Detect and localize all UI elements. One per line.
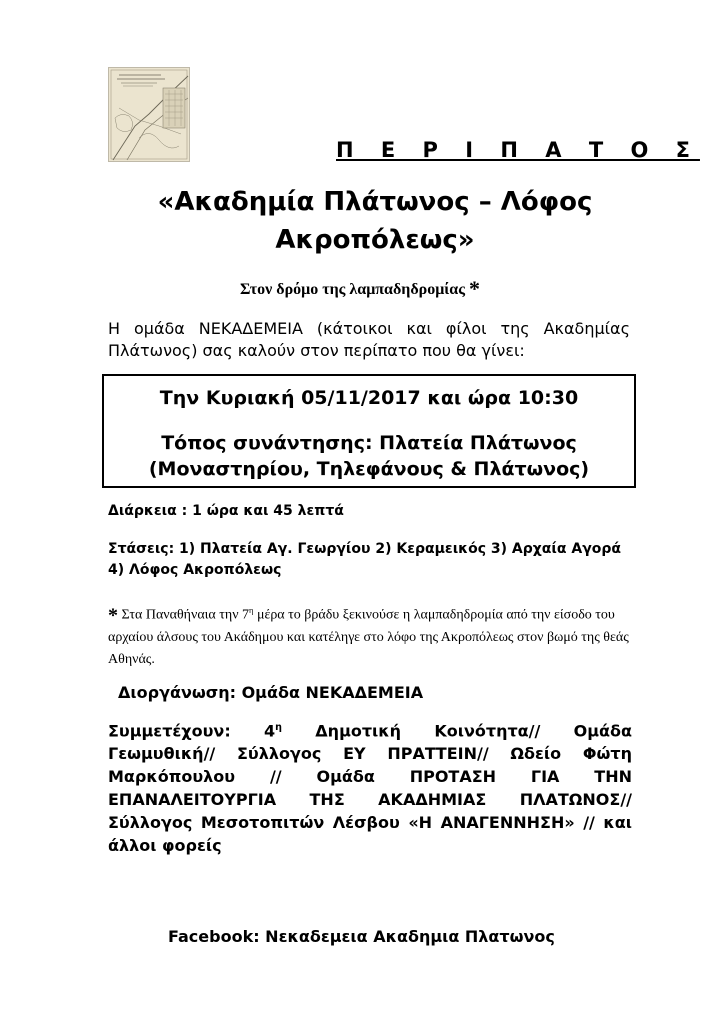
title-line-2: Ακροπόλεως» [275,225,475,255]
historical-map-image [108,67,190,162]
subtitle [0,276,720,302]
page-title [100,183,650,259]
map-drawing [109,68,189,161]
participants [108,716,632,857]
footnote-text-end: μέρα το βράδυ ξεκινούσε η λαμπαδηδρομία από την είσοδο του αρχαίου άλσους του Ακάδημου και κατέληγε στο λόφο της Ακροπόλεως στον βωμό της θεάς Αθηνάς. [108,607,629,667]
footnote-asterisk: * [108,604,118,627]
intro-paragraph: Η ομάδα ΝΕΚΑΔΕΜΕΙΑ (κάτοικοι και φίλοι της Ακαδημίας Πλάτωνος) σας καλούν στον περίπατο που θα γίνει: [108,319,630,360]
footnote-text-start: Στα Παναθήναια την 7 [121,607,250,623]
footnote [108,600,636,671]
subtitle-asterisk: * [468,276,480,301]
facebook-page: Facebook: Νεκαδεμεια Ακαδημια Πλατωνος [168,927,555,946]
subtitle-text: Στον δρόμο της λαμπαδηδρομίας [240,281,465,298]
event-heading: Π Ε Ρ Ι Π Α Τ Ο Σ [336,138,700,162]
duration: Διάρκεια : 1 ώρα και 45 λεπτά [108,503,344,519]
footnote-superscript: η [249,606,254,615]
participants-superscript: η [275,722,282,733]
meeting-place-line-2: (Μοναστηρίου, Τηλεφάνους & Πλάτωνος) [148,458,590,480]
title-line-1: «Ακαδημία Πλάτωνος – Λόφος [157,187,593,217]
event-date-time: Την Κυριακή 05/11/2017 και ώρα 10:30 [159,387,579,409]
organizer: Διοργάνωση: Ομάδα ΝΕΚΑΔΕΜΕΙΑ [118,683,424,702]
meeting-place-line-1: Τόπος συνάντησης: Πλατεία Πλάτωνος [161,432,577,454]
stops: Στάσεις: 1) Πλατεία Αγ. Γεωργίου 2) Κεραμεικός 3) Αρχαία Αγορά 4) Λόφος Ακροπόλεως [108,541,622,578]
participants-text-start: Συμμετέχουν: 4 [108,721,276,741]
participants-text-end: Δημοτική Κοινότητα// Ομάδα Γεωμυθική// Σύλλογος ΕΥ ΠΡΑΤΤΕΙΝ// Ωδείο Φώτη Μαρκόπουλου // Ομάδα ΠΡΟΤΑΣΗ ΓΙΑ ΤΗΝ ΕΠΑΝΑΛΕΙΤΟΥΡΓΙΑ ΤΗΣ ΑΚΑΔΗΜΙΑΣ ΠΛΑΤΩΝΟΣ//Σύλλογος Μεσοτοπιτών Λέσβου «Η ΑΝΑΓΕΝΝΗΣΗ» // και άλλοι φορείς [108,721,633,856]
meeting-place [104,430,634,482]
